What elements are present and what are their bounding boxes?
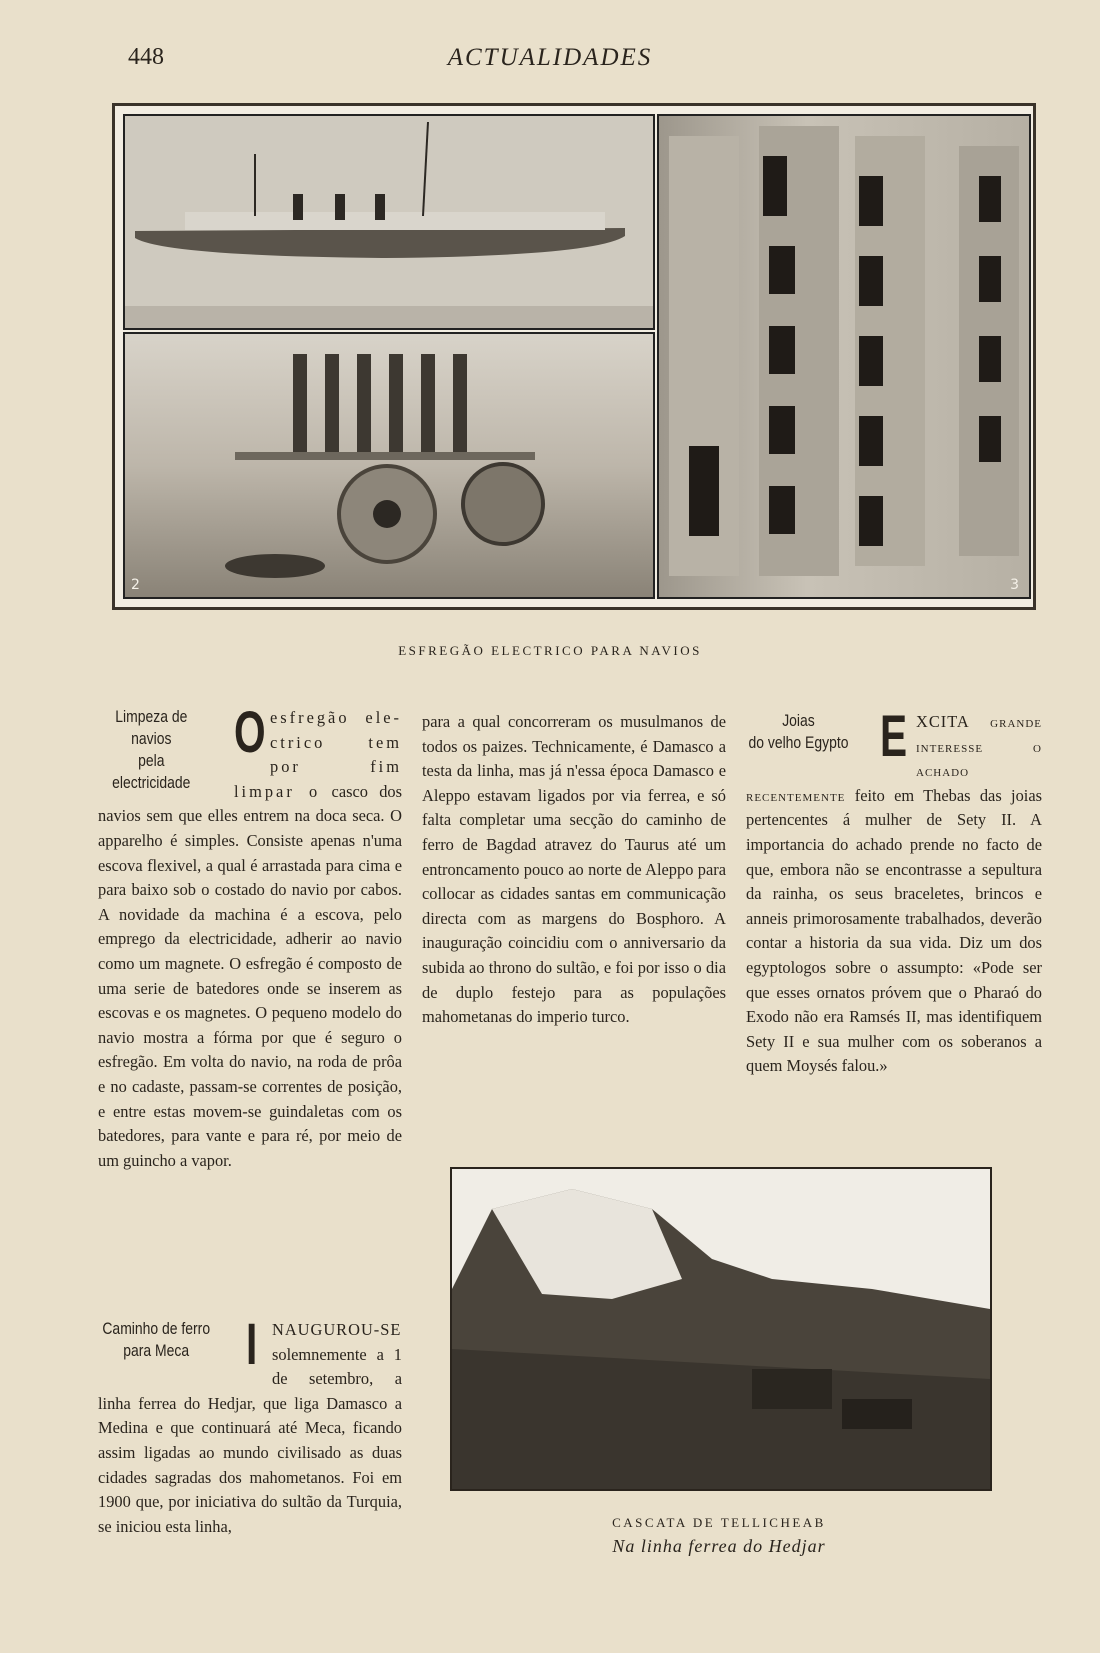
drop-cap: I <box>246 1312 258 1377</box>
photo-number-2: 2 <box>131 577 140 593</box>
photo-number-3: 3 <box>1010 577 1019 593</box>
drop-cap: O <box>234 700 266 765</box>
article-heading <box>746 710 851 754</box>
page-number: 448 <box>128 44 164 70</box>
photo-plate <box>112 103 1036 610</box>
waterfall-photo <box>450 1167 992 1491</box>
brush-machine-photo <box>123 332 655 599</box>
plate-caption: ESFREGÃO ELECTRICO PARA NAVIOS <box>398 643 702 658</box>
article-lead-rest: solemnemente a 1 de setembro, a <box>272 1344 402 1389</box>
article-lead: NAUGUROU-SE <box>272 1320 402 1339</box>
article-caminho-continued <box>422 710 726 1030</box>
brush-closeup-photo <box>657 114 1031 599</box>
heading-line-2: do velho Egypto <box>748 733 849 752</box>
article-body: linha ferrea do Hedjar, que liga Damasco a Medina e que continuará até Meca, ficando assim ligadas ao mundo civilisado as duas cidades sagradas dos mahometanos. Foi em 1900 que, por iniciativa do sultão da Turquia, se iniciou esta linha, <box>98 1393 402 1536</box>
drop-cap: E <box>880 704 908 769</box>
heading-line-1: Caminho de ferro <box>102 1319 211 1338</box>
article-joias <box>746 704 1042 1079</box>
running-title: ACTUALIDADES <box>447 44 653 71</box>
article-body: casco dos navios sem que elles entrem na doca seca. O apparelho é simples. Consiste apenas n'uma escova flexivel, a qual é arrastada para cima e para baixo sob o costado do navio por cabos. A novidade da machina é a escova, pelo emprego da electricidade, adherir ao navio como um magnete. O esfregão é composto de uma serie de batedores onde se inserem as escovas e os magnetes. O pequeno modelo do navio mostra a fórma por que é seguro o esfregão. Em volta do navio, na roda de prôa e no cadaste, passam-se correntes de posição, e entre estas movem-se guindaletas com os batedores, para vante e para ré, por meio de um guincho a vapor. <box>98 781 402 1170</box>
article-caminho <box>98 1312 402 1539</box>
waterfall-caption: CASCATA DE TELLICHEAB <box>612 1515 826 1530</box>
article-lead: XCITA grande interesse o achado recentemente <box>746 712 1042 805</box>
heading-line-2: pela electricidade <box>112 751 191 792</box>
article-body-continued: para a qual concorreram os musulmanos de todos os paizes. Technicamente, é Damasco a testa da linha, mas já n'essa época Damasco e Aleppo estavam ligados por via ferrea, e só falta completar uma secção do caminho de ferro de Bagdad atravez do Taurus até um entroncamento pouco ao norte de Aleppo para collocar as cidades santas em communicação directa com as margens do Bosphoro. A inauguração coincidiu com o anniversario da subida ao throno do sultão, e foi por isso o dia de duplo festejo para as populações mahometanas do imperio turco. <box>422 712 726 1027</box>
ship-model-photo <box>123 114 655 330</box>
heading-line-2: para Meca <box>123 1341 190 1360</box>
waterfall-subcaption: Na linha ferrea do Hedjar <box>612 1536 826 1556</box>
article-lead: esfregão ele-ctrico tem por fim limpar o <box>234 708 402 801</box>
article-limpeza <box>98 700 402 1173</box>
heading-line-1: Joias <box>782 711 815 730</box>
article-heading <box>98 706 205 794</box>
heading-line-1: Limpeza de navios <box>115 707 188 748</box>
article-heading <box>98 1318 214 1362</box>
article-body: feito em Thebas das joias pertencentes á mulher de Sety II. A importancia do achado prende no facto de que, embora não se encontrasse a sepultura da rainha, os seus braceletes, brincos e anneis primorosamente trabalhados, deverão contar a historia da sua vida. Diz um dos egyptologos sobre o assumpto: «Pode ser que esses ornatos próvem que o Pharaó do Exodo não era Ramsés II, mas identifiquem Sety II e sua mulher com os soberanos a quem Moysés falou.» <box>746 785 1042 1076</box>
